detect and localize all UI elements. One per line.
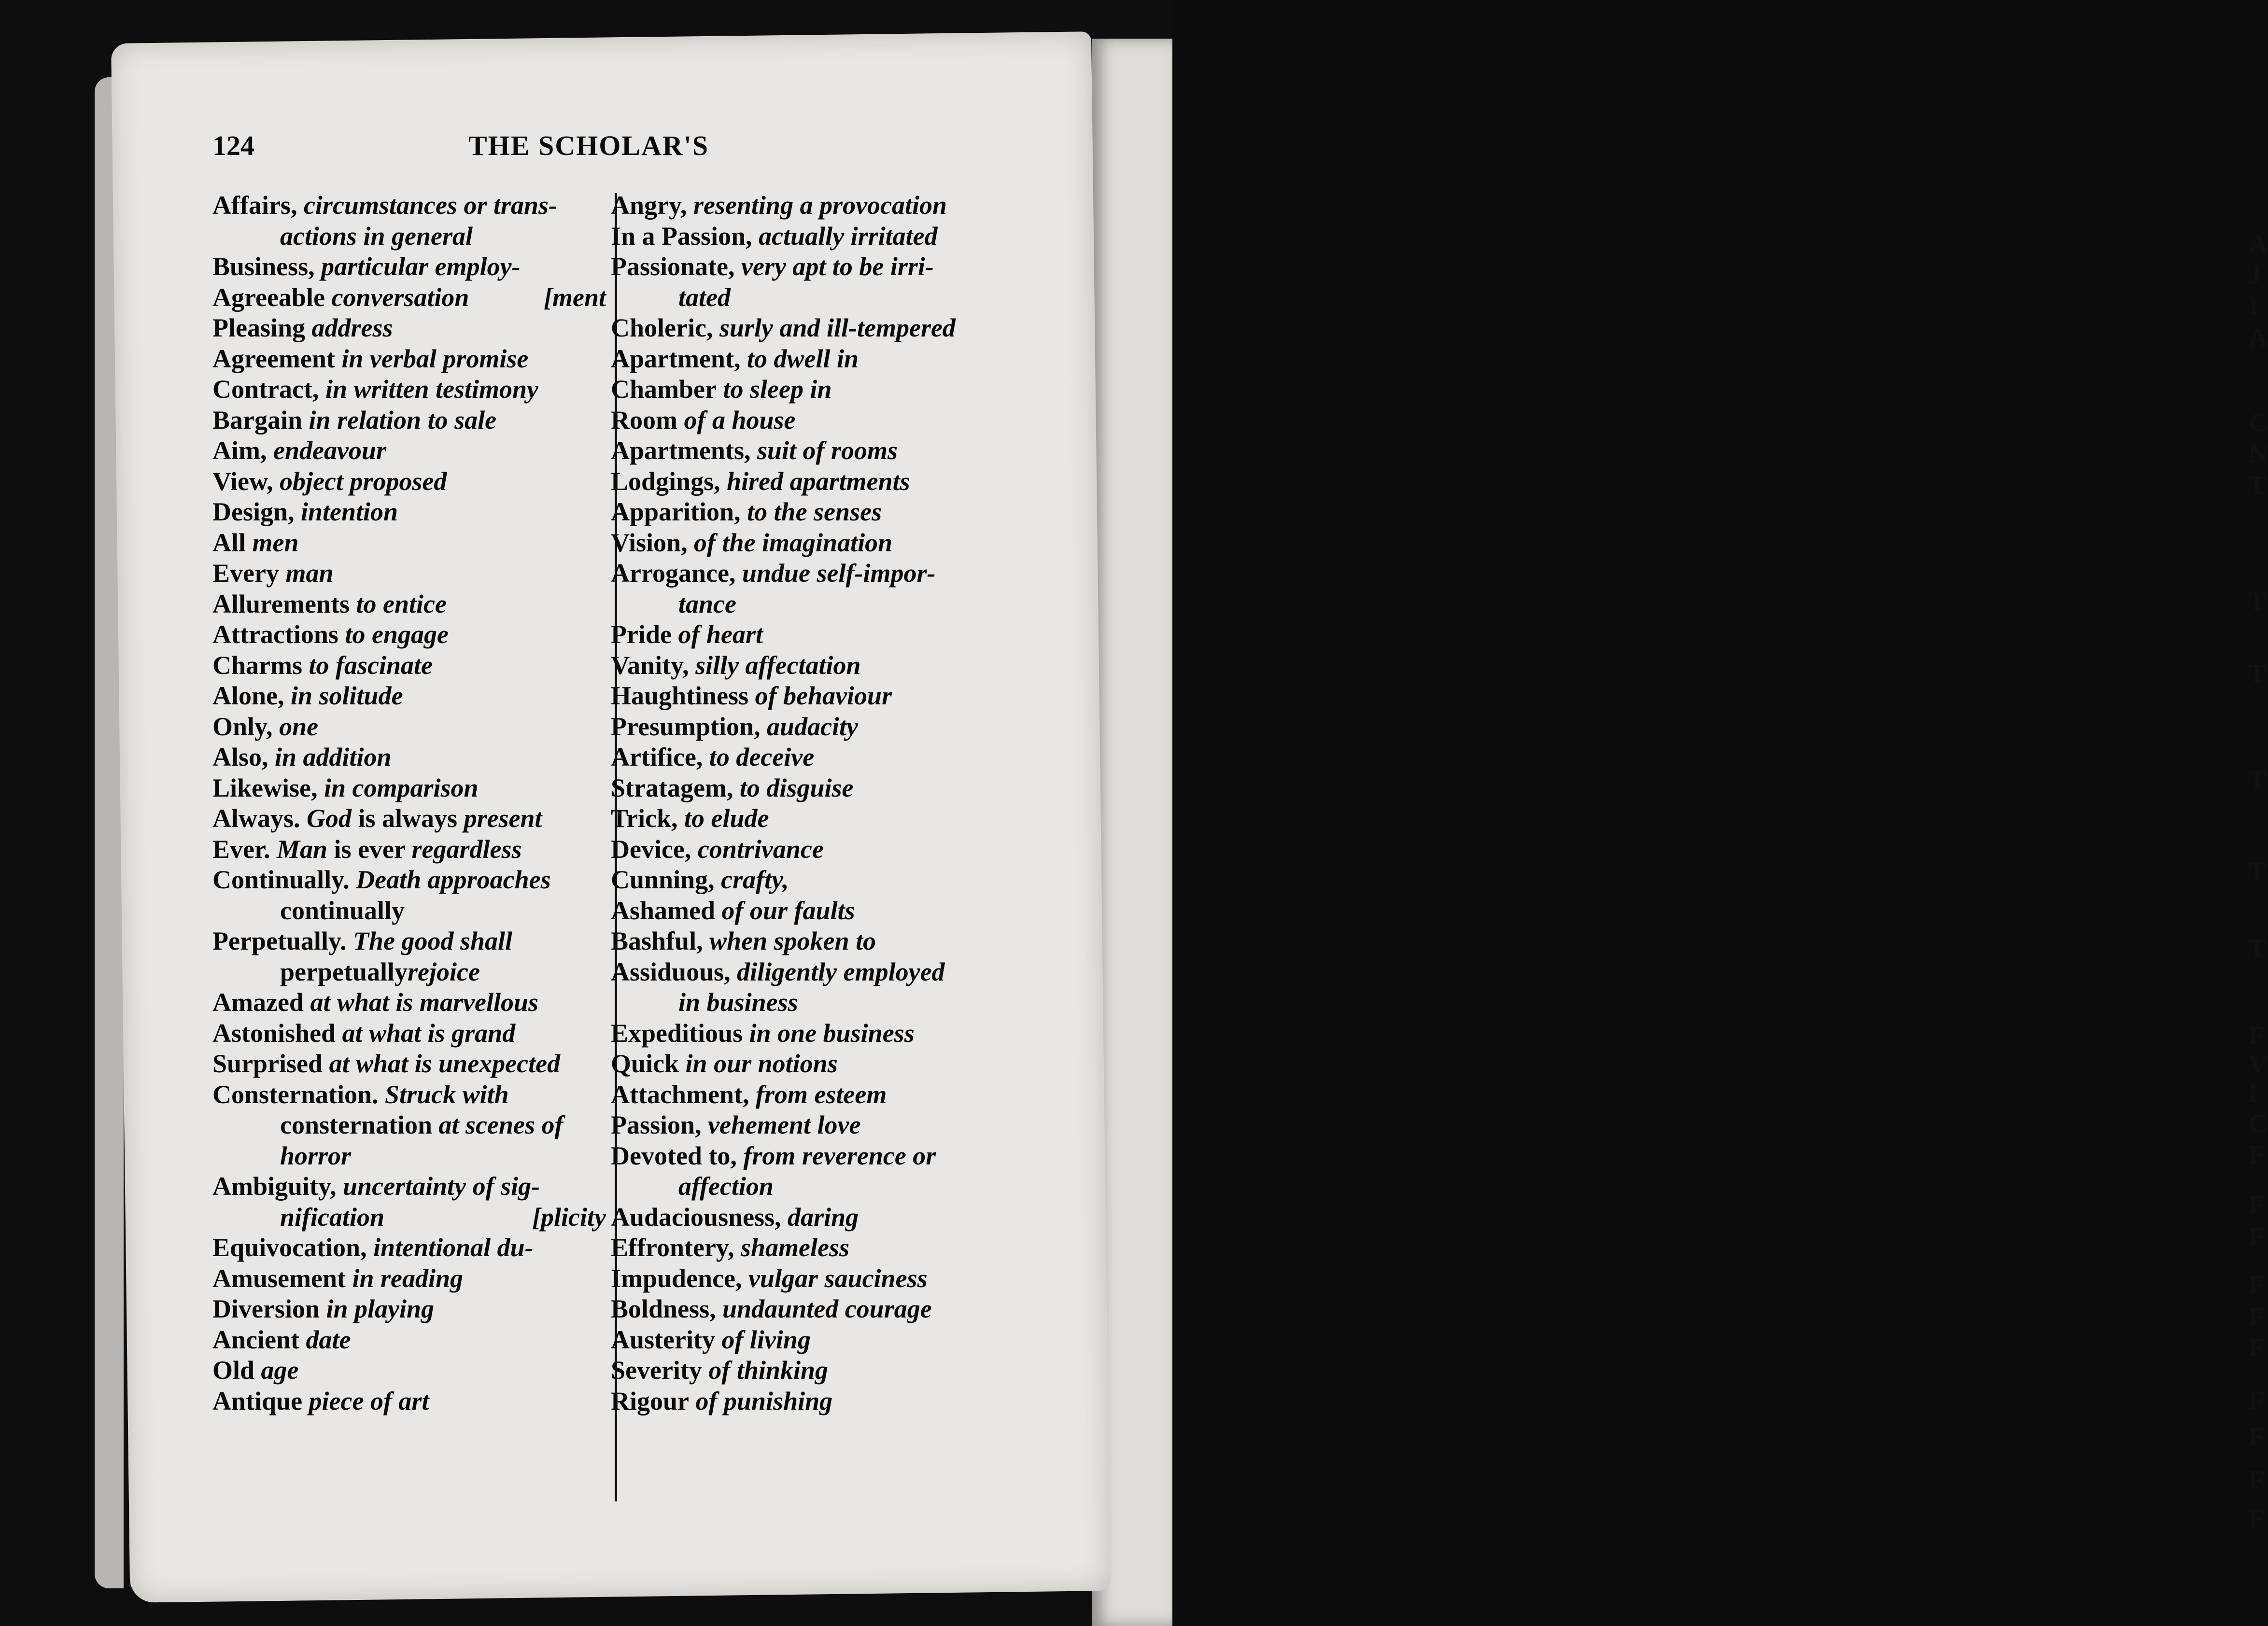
entry-line [212, 497, 606, 528]
headword: Stratagem, [611, 773, 733, 802]
entry-line [212, 1202, 606, 1233]
gloss: tance [678, 589, 736, 618]
headword: Vanity, [611, 650, 689, 680]
gloss: shameless [740, 1233, 849, 1262]
gloss: date [306, 1325, 351, 1354]
headword: Quick [611, 1049, 679, 1078]
gloss: nification [280, 1202, 385, 1232]
entry-line [611, 435, 1012, 466]
facing-page-letter: F [2249, 1190, 2265, 1219]
entry-line [212, 650, 606, 681]
entry-line [212, 1263, 606, 1294]
gloss: God [307, 804, 352, 833]
entry-line [212, 1141, 606, 1172]
headword: Apparition, [611, 497, 741, 526]
entry-line [212, 1018, 606, 1049]
gloss: undaunted courage [722, 1294, 932, 1323]
gloss: audacity [767, 712, 859, 741]
headword: Arrogance, [611, 559, 736, 588]
gloss: in relation to sale [309, 405, 497, 435]
entry-line [611, 1386, 1012, 1417]
gloss: endeavour [273, 436, 386, 465]
headword: Cunning, [611, 865, 715, 894]
gloss: tated [678, 282, 731, 312]
headword: Business, [212, 252, 315, 281]
gloss: in solitude [291, 681, 403, 710]
facing-page-letter: f [2249, 1079, 2257, 1108]
entry-line [611, 1325, 1012, 1356]
gloss: at what is marvellous [310, 988, 539, 1017]
headword: Angry, [611, 191, 687, 220]
entry-text: consternation [280, 1110, 439, 1139]
gloss: in verbal promise [341, 344, 529, 373]
gloss: intentional du- [373, 1233, 534, 1262]
entry-line [212, 957, 606, 988]
entry-line [611, 466, 1012, 497]
facing-page-letter: J [2249, 260, 2262, 289]
entry-line [611, 1294, 1012, 1325]
gloss: one [279, 712, 319, 741]
gloss: in playing [326, 1294, 435, 1323]
facing-page-letter: V [2249, 1050, 2268, 1079]
entry-line [611, 742, 1012, 773]
facing-page-letter: C [2249, 1109, 2268, 1138]
entry-line [611, 712, 1012, 743]
facing-page-letter: T [2249, 857, 2267, 886]
entry-line [212, 681, 606, 712]
gloss: to fascinate [309, 650, 433, 680]
entry-line [611, 1171, 1012, 1202]
entry-line [212, 252, 606, 282]
entry-line [212, 987, 606, 1018]
gloss: very apt to be irri- [741, 252, 934, 281]
gloss: Man [277, 834, 328, 864]
headword: Effrontery, [611, 1233, 734, 1262]
gloss: in business [678, 988, 798, 1017]
gloss: of punishing [695, 1386, 833, 1416]
entry-line [611, 987, 1012, 1018]
facing-page-letter: F [2249, 1465, 2265, 1494]
entry-line [212, 344, 606, 375]
facing-page-letter: F [2249, 1386, 2265, 1415]
gloss: present [464, 804, 542, 833]
entry-line [611, 190, 1012, 221]
headword: Severity [611, 1356, 702, 1385]
entry-line [611, 528, 1012, 559]
entry-line [212, 466, 606, 497]
entry-line [611, 1233, 1012, 1263]
gloss: vehement love [708, 1110, 861, 1139]
entry-line [212, 1171, 606, 1202]
entry-line [611, 1141, 1012, 1172]
entry-line [611, 1263, 1012, 1294]
headword: Bargain [212, 405, 303, 435]
facing-page-letter: F [2249, 1422, 2265, 1451]
entry-line [611, 803, 1012, 834]
entry-line [611, 313, 1012, 344]
gloss: to the senses [747, 497, 882, 526]
headword: Antique [212, 1386, 303, 1416]
gloss: of behaviour [755, 681, 892, 710]
gloss: in written testimony [325, 375, 539, 404]
entry-line [212, 712, 606, 743]
entry-line [212, 1294, 606, 1325]
gloss: to elude [684, 804, 769, 833]
entry-line [611, 1018, 1012, 1049]
entry-line [212, 221, 606, 252]
gloss: horror [280, 1141, 352, 1170]
gloss: vulgar sauciness [748, 1263, 928, 1293]
facing-page-letter: T [2249, 659, 2267, 688]
headword: Presumption, [611, 712, 761, 741]
headword: Artifice, [611, 743, 703, 771]
headword: Ancient [212, 1325, 299, 1354]
entry-line [611, 252, 1012, 282]
headword: Apartments, [611, 436, 751, 465]
gloss: rejoice [408, 957, 480, 986]
gloss: in addition [275, 743, 392, 771]
entry-line [611, 865, 1012, 896]
gloss: from reverence or [743, 1141, 936, 1170]
continuation-fragment: [ment [544, 282, 606, 312]
gloss: suit of rooms [757, 436, 898, 465]
headword: Ever. [212, 834, 270, 864]
headword: Amazed [212, 988, 304, 1017]
entry-line [212, 282, 606, 313]
gloss: piece of art [309, 1386, 429, 1416]
entry-line [611, 1049, 1012, 1079]
entry-line [212, 742, 606, 773]
gloss: circumstances or trans- [303, 191, 558, 220]
headword: Likewise, [212, 773, 318, 802]
facing-page-letter: N [2249, 439, 2268, 468]
headword: Vision, [611, 528, 688, 557]
gloss: Death approaches [356, 865, 551, 894]
facing-page-letter: T [2249, 934, 2267, 963]
headword: Boldness, [611, 1294, 716, 1323]
gloss: undue self-impor- [742, 559, 936, 588]
headword: Pleasing [212, 313, 306, 342]
page-number: 124 [212, 130, 254, 161]
entry-line [611, 1355, 1012, 1386]
headword: Trick, [611, 804, 678, 833]
gloss: in our notions [685, 1049, 838, 1078]
headword: Bashful, [611, 926, 703, 955]
facing-page-letter: A [2249, 323, 2268, 352]
gloss: of a house [684, 405, 796, 435]
headword: Allurements [212, 589, 350, 618]
gloss: particular employ- [321, 252, 521, 281]
gloss: daring [788, 1202, 859, 1232]
facing-page-letter: T [2249, 587, 2267, 616]
gloss: intention [301, 497, 398, 526]
gloss: silly affectation [695, 650, 861, 680]
entry-line [212, 435, 606, 466]
headword: Passion, [611, 1110, 702, 1139]
headword: Contract, [212, 375, 319, 404]
entry-line [611, 1110, 1012, 1141]
headword: Haughtiness [611, 681, 749, 710]
gloss: uncertainty of sig- [343, 1172, 540, 1201]
headword: Rigour [611, 1386, 689, 1416]
headword: Aim, [212, 436, 267, 465]
gloss: at scenes of [438, 1110, 563, 1139]
gloss: of the imagination [694, 528, 893, 557]
headword: Expeditious [611, 1018, 743, 1048]
headword: Ambiguity, [212, 1172, 337, 1201]
headword: Pride [611, 620, 672, 649]
gloss: actually irritated [759, 221, 938, 251]
entry-line [212, 558, 606, 589]
entry-line [212, 1233, 606, 1263]
entry-line [212, 405, 606, 436]
gloss: of living [721, 1325, 811, 1354]
gloss: to disguise [739, 773, 854, 802]
entry-line [611, 681, 1012, 712]
entry-text: is ever [327, 834, 412, 864]
running-title: THE SCHOLAR'S [468, 130, 709, 161]
entry-line [611, 650, 1012, 681]
entry-line [212, 1386, 606, 1417]
facing-page-letter: I [2249, 291, 2259, 320]
gloss: contrivance [697, 834, 824, 864]
entry-line [212, 1325, 606, 1356]
entry-line [611, 773, 1012, 804]
entry-text: perpetually [280, 957, 408, 986]
entry-line [611, 619, 1012, 650]
gloss: surly and ill-tempered [719, 313, 956, 342]
headword: Chamber [611, 375, 717, 404]
right-column [611, 190, 1012, 1416]
headword: Every [212, 559, 279, 588]
gloss: object proposed [279, 466, 447, 496]
gloss: Struck with [385, 1079, 509, 1109]
headword: Also, [212, 743, 268, 771]
gloss: The good shall [352, 926, 513, 955]
headword: Ashamed [611, 896, 716, 925]
gloss: men [252, 528, 299, 557]
entry-line [611, 957, 1012, 988]
facing-page-letter: F [2249, 1270, 2265, 1299]
entry-line [212, 1049, 606, 1079]
headword: Lodgings, [611, 466, 720, 496]
entry-line [212, 1110, 606, 1141]
entry-line [611, 221, 1012, 252]
left-column [212, 190, 606, 1416]
entry-line [611, 497, 1012, 528]
entry-line [611, 344, 1012, 375]
headword: View, [212, 466, 273, 496]
entry-line [611, 896, 1012, 926]
gloss: affection [678, 1172, 774, 1201]
gloss: from esteem [755, 1079, 887, 1109]
headword: Old [212, 1356, 255, 1385]
gloss: to sleep in [723, 375, 832, 404]
headword: Equivocation, [212, 1233, 367, 1262]
headword: Attractions [212, 620, 338, 649]
gloss: to entice [356, 589, 447, 618]
continuation-fragment: [plicity [532, 1202, 606, 1232]
gloss: at what is grand [342, 1018, 516, 1048]
entry-text: continually [280, 896, 405, 925]
facing-page-letter: T [2249, 765, 2267, 794]
gloss: to engage [345, 620, 449, 649]
gloss: when spoken to [709, 926, 876, 955]
headword: Surprised [212, 1049, 323, 1078]
headword: Only, [212, 712, 273, 741]
headword: Assiduous, [611, 957, 731, 986]
headword: Alone, [212, 681, 284, 710]
entry-line [212, 528, 606, 559]
headword: Always. [212, 804, 300, 833]
gloss: in one business [749, 1018, 915, 1048]
facing-page-letter: T [2249, 471, 2267, 500]
headword: Astonished [212, 1018, 336, 1048]
headword: Amusement [212, 1263, 346, 1293]
gloss: age [261, 1356, 299, 1385]
gloss: at what is unexpected [329, 1049, 561, 1078]
headword: Device, [611, 834, 691, 864]
headword: Diversion [212, 1294, 320, 1323]
facing-page-letter: F [2249, 1302, 2265, 1331]
headword: Agreeable [212, 282, 325, 312]
gloss: to dwell in [747, 344, 859, 373]
headword: Impudence, [611, 1263, 742, 1293]
entry-line [212, 896, 606, 926]
headword: Continually. [212, 865, 350, 894]
headword: Agreement [212, 344, 335, 373]
entry-text: is always [352, 804, 464, 833]
entry-line [611, 1202, 1012, 1233]
gloss: of our faults [721, 896, 855, 925]
headword: In a Passion, [611, 221, 752, 251]
facing-page-letter: F [2249, 1333, 2265, 1362]
entry-line [611, 589, 1012, 620]
entry-line [212, 1079, 606, 1110]
headword: Choleric, [611, 313, 713, 342]
entry-line [611, 834, 1012, 865]
entry-line [212, 773, 606, 804]
gloss: in comparison [324, 773, 479, 802]
gloss: regardless [411, 834, 522, 864]
entry-line [611, 1079, 1012, 1110]
gloss: resenting a provocation [693, 191, 947, 220]
gloss: conversation [331, 282, 469, 312]
headword: All [212, 528, 246, 557]
entry-line [212, 589, 606, 620]
headword: Audaciousness, [611, 1202, 781, 1232]
headword: Room [611, 405, 677, 435]
entry-line [212, 803, 606, 834]
gloss: in reading [352, 1263, 464, 1293]
facing-page-letter: F [2249, 1021, 2265, 1050]
facing-page-letter: F [2249, 1504, 2265, 1533]
facing-page-letter: A [2249, 229, 2268, 258]
facing-page-letter: F [2249, 1222, 2265, 1251]
facing-page-letter: C [2249, 408, 2268, 437]
headword: Design, [212, 497, 295, 526]
entry-line [212, 190, 606, 221]
entry-line [212, 1355, 606, 1386]
headword: Passionate, [611, 252, 735, 281]
entry-line [611, 282, 1012, 313]
page-header [212, 129, 773, 173]
gloss: hired apartments [727, 466, 910, 496]
gloss: of thinking [708, 1356, 829, 1385]
gloss: to deceive [709, 743, 815, 771]
entry-line [212, 313, 606, 344]
gloss: of heart [678, 620, 763, 649]
entry-line [611, 558, 1012, 589]
gloss: actions in general [280, 221, 473, 251]
headword: Austerity [611, 1325, 715, 1354]
entry-line [611, 926, 1012, 957]
entry-line [212, 619, 606, 650]
headword: Affairs, [212, 191, 297, 220]
gloss: crafty, [721, 865, 789, 894]
entry-line [212, 865, 606, 896]
entry-line [212, 926, 606, 957]
entry-line [611, 405, 1012, 436]
entry-line [212, 834, 606, 865]
facing-page-letter: F [2249, 1140, 2265, 1169]
headword: Consternation. [212, 1079, 379, 1109]
entry-line [611, 374, 1012, 405]
headword: Perpetually. [212, 926, 347, 955]
gloss: man [285, 559, 334, 588]
headword: Apartment, [611, 344, 741, 373]
headword: Attachment, [611, 1079, 749, 1109]
gloss: address [311, 313, 393, 342]
gloss: diligently employed [737, 957, 945, 986]
headword: Charms [212, 650, 302, 680]
headword: Devoted to, [611, 1141, 737, 1170]
entry-line [212, 374, 606, 405]
